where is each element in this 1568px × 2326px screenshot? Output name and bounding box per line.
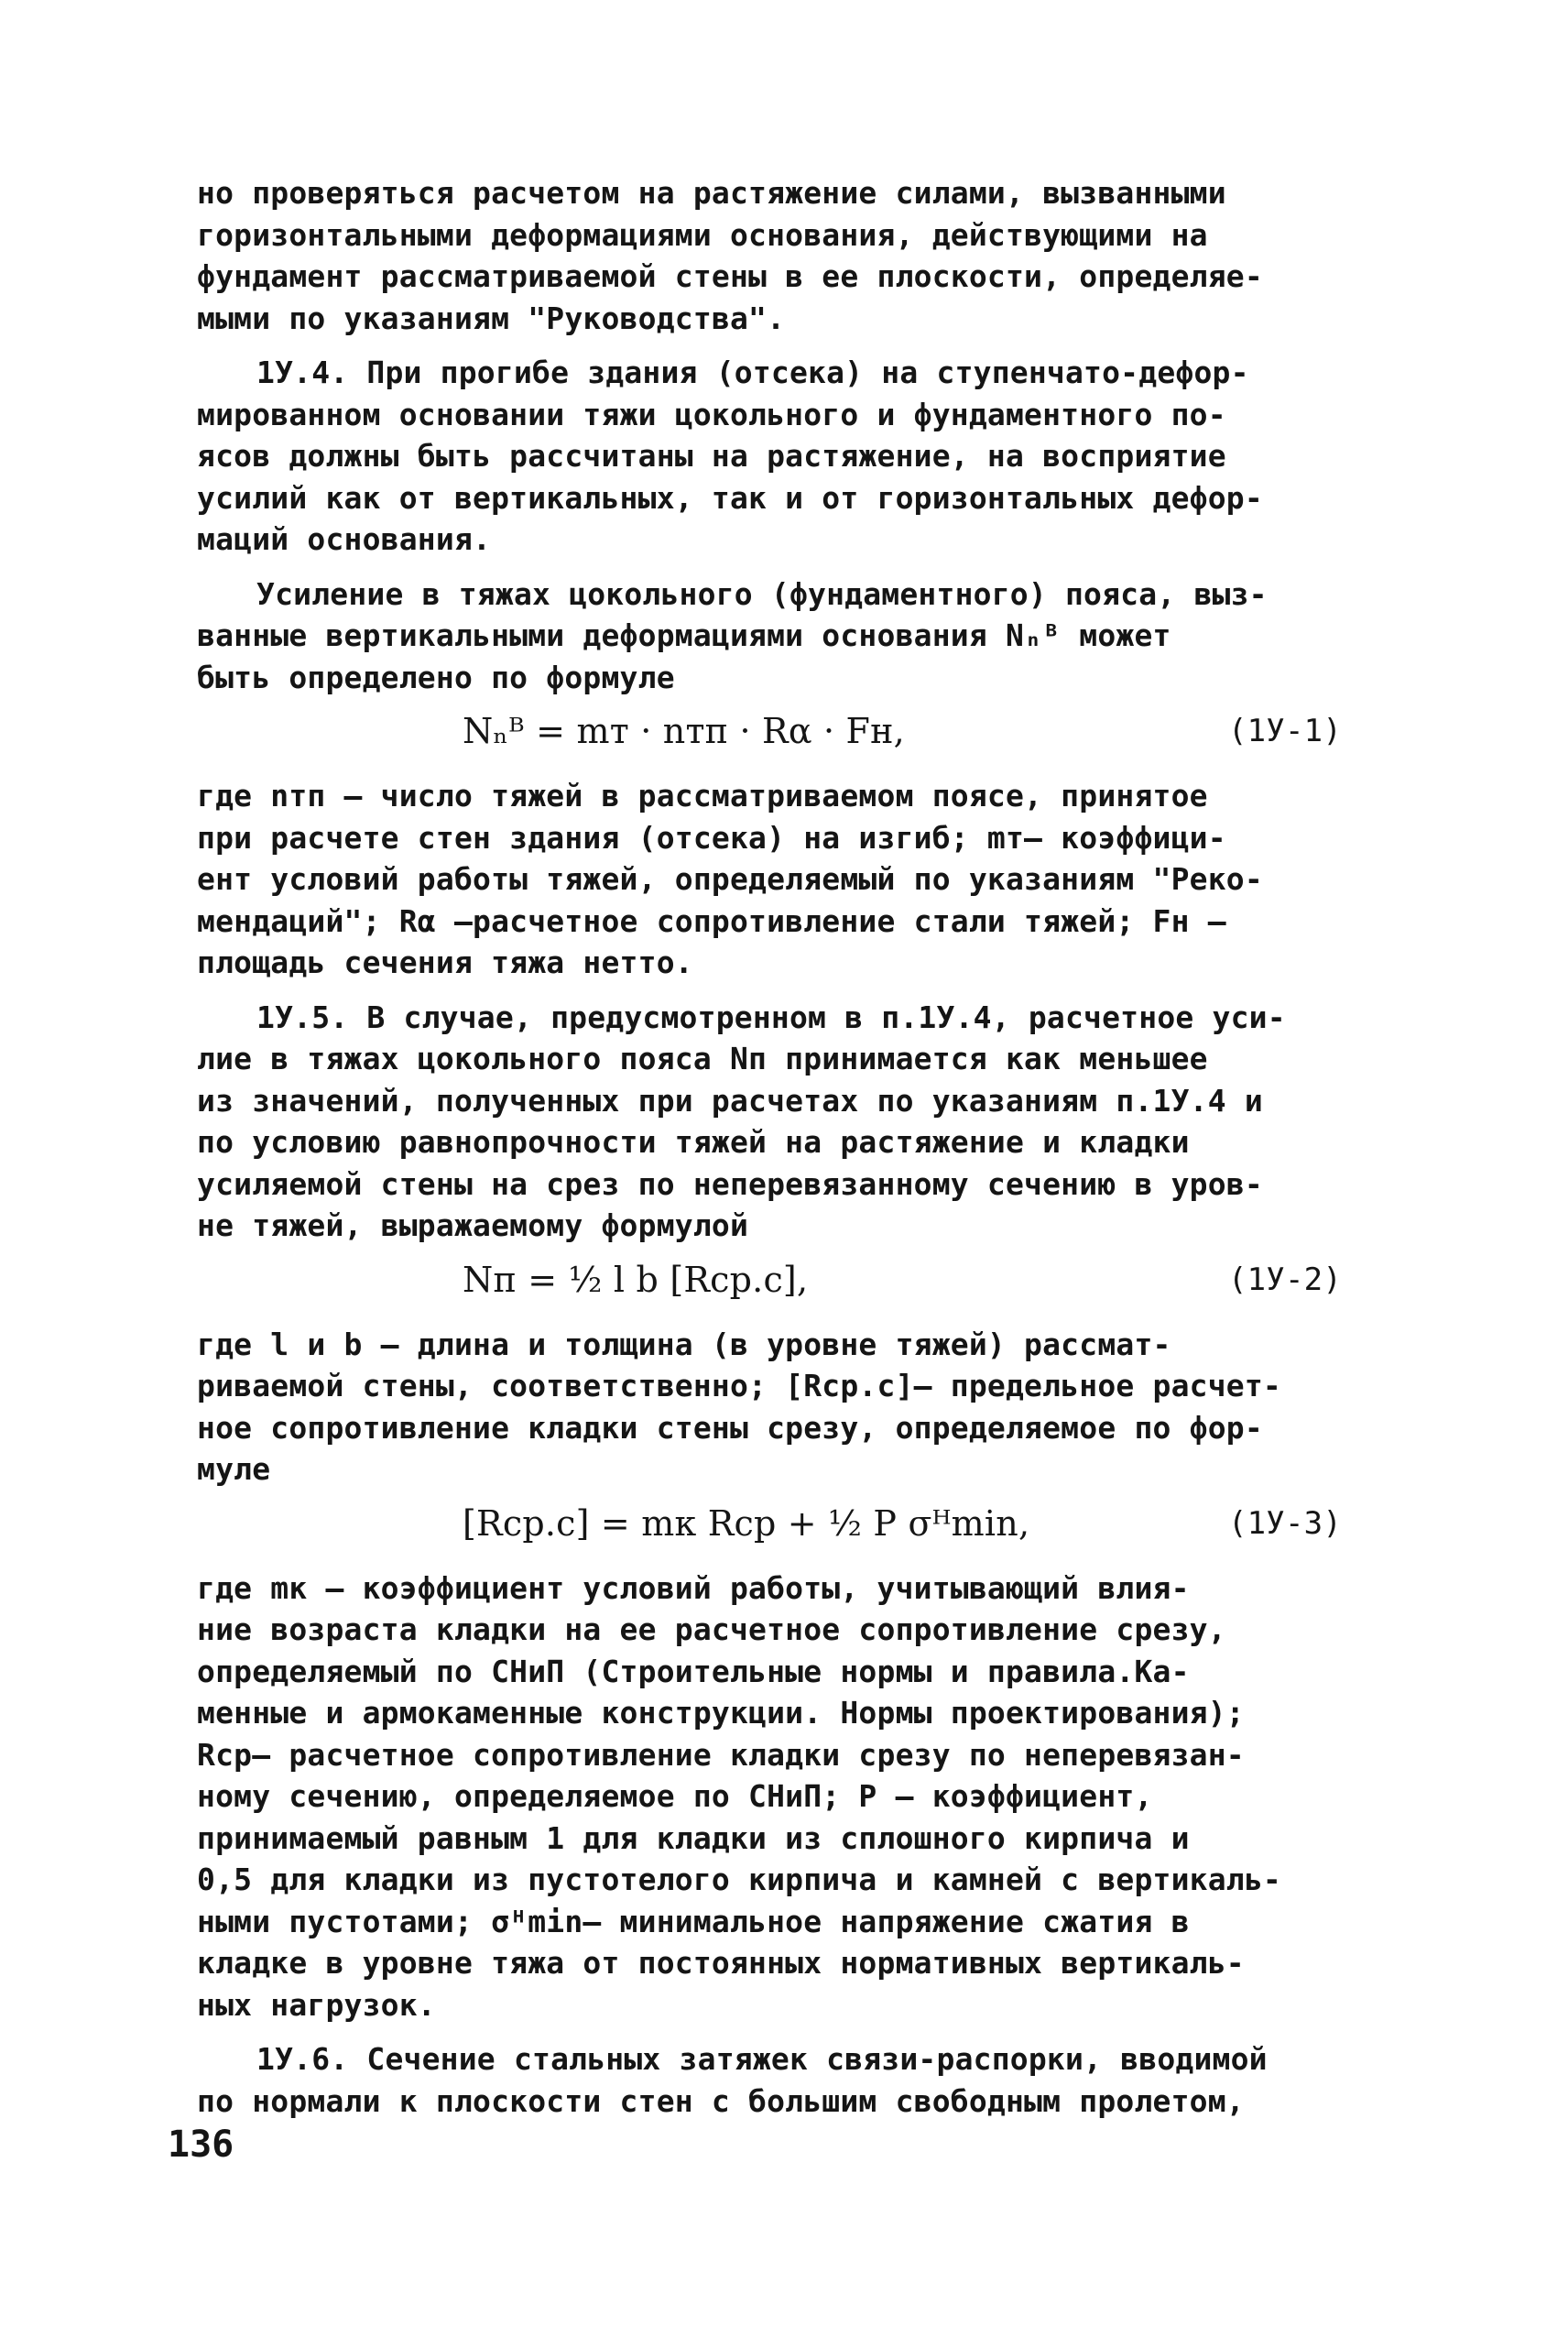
where-1-line: площадь сечения тяжа нетто. [197,945,693,980]
where-3-line: принимаемый равным 1 для кладки из сплошного кирпича и [197,1819,1190,1856]
paragraph-1y5-line: 1У.5. В случае, предусмотренном в п.1У.4, расчетное уси- [256,999,1286,1035]
paragraph-1y4-line: маций основания. [197,521,492,557]
paragraph-1y4-line: мированном основании тяжи цокольного и фундаментного по- [197,396,1226,432]
where-3-line: ных нагрузок. [197,1986,436,2023]
where-3-line: Rср– расчетное сопротивление кладки срезу по неперевязан- [197,1736,1245,1773]
where-3-line: менные и армокаменные конструкции. Нормы проектирования); [197,1695,1245,1731]
formula-1y1 [197,698,1415,775]
where-1-line: ент условий работы тяжей, определяемый по указаниям "Реко- [197,861,1263,897]
paragraph-1y6-line: по нормали к плоскости стен с большим свободным пролетом, [197,2082,1245,2119]
text-line: но проверяться расчетом на растяжение силами, вызванными [197,175,1226,211]
where-2-line: риваемой стены, соответственно; [Rср.с]– предельное расчет- [197,1368,1281,1403]
paragraph-1y5-line: по условию равнопрочности тяжей на растяжение и кладки [197,1124,1190,1160]
where-3-line: определяемый по СНиП (Строительные нормы и правила.Ка- [197,1653,1190,1689]
paragraph-1y4-line: усилий как от вертикальных, так и от горизонтальных дефор- [197,479,1263,516]
text-line: мыми по указаниям "Руководства". [197,300,786,336]
where-3-line: кладке в уровне тяжа от постоянных нормативных вертикаль- [197,1945,1245,1981]
paragraph-1y6-line: 1У.6. Сечение стальных затяжек связи-распорки, вводимой [256,2041,1268,2077]
paragraph-1y5-line: усиляемой стены на срез по неперевязанному сечению в уров- [197,1165,1263,1202]
where-3-line: где mк – коэффициент условий работы, учитывающий влия- [197,1569,1190,1606]
where-3-line: ние возраста кладки на ее расчетное сопротивление срезу, [197,1611,1226,1647]
paragraph-1y5-line: лие в тяжах цокольного пояса Nп принимается как меньшее [197,1041,1208,1076]
where-3-line: ными пустотами; σᴴmin– минимальное напряжение сжатия в [197,1903,1190,1939]
paragraph-usilenie-line: Усиление в тяжах цокольного (фундаментного) пояса, выз- [256,575,1268,612]
where-1-line: при расчете стен здания (отсека) на изгиб; mт– коэффици- [197,819,1226,856]
where-2-line: где l и b – длина и толщина (в уровне тяжей) рассмат- [197,1326,1171,1362]
where-1-line: мендаций"; Rα –расчетное сопротивление стали тяжей; Fн – [197,902,1226,939]
where-2-line: ное сопротивление кладки стены срезу, определяемое по фор- [197,1409,1263,1446]
paragraph-1y4-line: 1У.4. При прогибе здания (отсека) на ступенчато-дефор- [256,355,1249,390]
formula-1y3-number: (1У-3) [1227,1504,1342,1542]
text-line: горизонтальными деформациями основания, действующими на [197,216,1208,253]
page-number: 136 [168,2124,234,2166]
where-3-line: ному сечению, определяемое по СНиП; P – коэффициент, [197,1778,1153,1814]
formula-1y2 [197,1247,1415,1324]
body-text [197,172,1415,2122]
formula-1y1-expression: Nₙᴮ = mт · nтп · Rα · Fн, [463,711,905,751]
formula-1y3 [197,1491,1415,1567]
paragraph-usilenie-line: быть определено по формуле [197,659,675,695]
formula-1y3-expression: [Rср.с] = mк Rср + ½ P σᴴmin, [463,1502,1030,1544]
where-3-line: 0,5 для кладки из пустотелого кирпича и камней с вертикаль- [197,1862,1281,1897]
where-1-line: где nтп – число тяжей в рассматриваемом поясе, принятое [197,778,1208,814]
text-line: фундамент рассматриваемой стены в ее плоскости, определяе- [197,258,1263,294]
where-2-line: муле [197,1451,271,1487]
formula-1y2-number: (1У-2) [1227,1261,1342,1298]
paragraph-1y4-line: ясов должны быть рассчитаны на растяжение, на восприятие [197,438,1226,474]
formula-1y2-expression: Nп = ½ l b [Rср.с], [463,1259,809,1300]
paragraph-1y5-line: из значений, полученных при расчетах по указаниям п.1У.4 и [197,1082,1263,1119]
paragraph-1y5-line: не тяжей, выражаемому формулой [197,1207,749,1243]
formula-1y1-number: (1У-1) [1227,713,1342,749]
paragraph-usilenie-line: ванные вертикальными деформациями основания Nₙᴮ может [197,617,1171,653]
